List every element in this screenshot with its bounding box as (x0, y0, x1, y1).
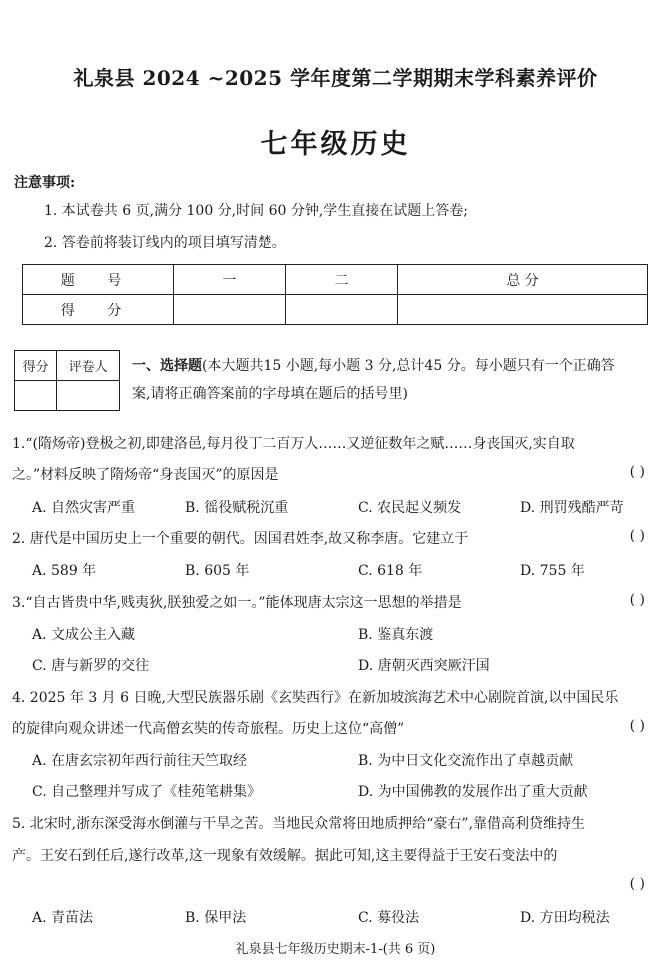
score-table-cell: 总 分 (398, 265, 648, 295)
option-a: A. 文成公主入藏 (32, 627, 136, 643)
question-text: 产。王安石到任后,遂行改革,这一现象有效缓解。据此可知,这主要得益于王安石变法中的 (12, 848, 558, 864)
grader-input-cell[interactable] (57, 381, 120, 411)
grader-header-cell: 评卷人 (57, 351, 120, 381)
option-c: C. 618 年 (358, 563, 423, 579)
option-b: B. 为中日文化交流作出了卓越贡献 (358, 753, 574, 769)
answer-bracket[interactable]: ( ) (629, 876, 645, 892)
option-b: B. 605 年 (185, 563, 250, 579)
option-d: D. 为中国佛教的发展作出了重大贡献 (358, 784, 588, 800)
option-c: C. 农民起义频发 (358, 500, 462, 516)
score-input-cell[interactable] (398, 295, 648, 325)
option-a: A. 自然灾害严重 (32, 500, 136, 516)
score-input-cell[interactable] (174, 295, 286, 325)
section-intro-line: 案,请将正确答案前的字母填在题后的括号里) (132, 386, 408, 402)
grader-table (14, 350, 120, 411)
section-intro (132, 352, 654, 408)
option-d: D. 755 年 (520, 563, 585, 579)
option-a: A. 青苗法 (32, 910, 94, 926)
option-b: B. 保甲法 (185, 910, 247, 926)
question-text: 之。”材料反映了隋炀帝“身丧国灭”的原因是 (12, 467, 279, 483)
question-text: 的旋律向观众讲述一代高僧玄奘的传奇旅程。历史上这位“高僧” (12, 721, 405, 737)
option-c: C. 唐与新罗的交往 (32, 658, 150, 674)
score-table-cell: 得 分 (23, 295, 174, 325)
exam-title: 礼泉县 2024 ~2025 学年度第二学期期末学科素养评价 (73, 66, 598, 90)
question-text: 4. 2025 年 3 月 6 日晚,大型民族器乐剧《玄奘西行》在新加坡滨海艺术中心剧院首演,以中国民乐 (12, 690, 619, 706)
score-table-cell: 一 (174, 265, 286, 295)
score-table-header-row (23, 265, 648, 295)
option-c: C. 自己整理并写成了《桂苑笔耕集》 (32, 784, 262, 800)
option-d: D. 唐朝灭西突厥汗国 (358, 658, 490, 674)
question-text: 5. 北宋时,浙东深受海水倒灌与干旱之苦。当地民众常将田地质押给“豪右”,靠借高利贷维持生 (12, 816, 586, 832)
answer-bracket[interactable]: ( ) (629, 528, 645, 544)
answer-bracket[interactable]: ( ) (629, 718, 645, 734)
grader-input-cell[interactable] (15, 381, 57, 411)
option-a: A. 589 年 (32, 563, 97, 579)
note-item: 2. 答卷前将装订线内的项目填写清楚。 (44, 235, 286, 251)
section-label: 一、选择题 (132, 358, 202, 374)
option-b: B. 鉴真东渡 (358, 627, 434, 643)
score-table-cell: 题 号 (23, 265, 174, 295)
subject-title: 七年级历史 (260, 129, 411, 160)
answer-bracket[interactable]: ( ) (629, 464, 645, 480)
option-d: D. 方田均税法 (520, 910, 610, 926)
note-item: 1. 本试卷共 6 页,满分 100 分,时间 60 分钟,学生直接在试题上答卷; (44, 203, 469, 219)
notes-heading: 注意事项: (14, 175, 76, 191)
option-c: C. 募役法 (358, 910, 420, 926)
score-table-cell: 二 (286, 265, 398, 295)
option-d: D. 刑罚残酷严苛 (520, 500, 624, 516)
question-text: 1.“(隋炀帝)登极之初,即建洛邑,每月役丁二百万人……又逆征数年之赋……身丧国灭,实自取 (12, 436, 575, 452)
grader-header-cell: 得分 (15, 351, 57, 381)
section-intro-line: (本大题共15 小题,每小题 3 分,总计45 分。每小题只有一个正确答 (202, 358, 615, 374)
score-table-score-row (23, 295, 648, 325)
score-input-cell[interactable] (286, 295, 398, 325)
option-b: B. 徭役赋税沉重 (185, 500, 289, 516)
answer-bracket[interactable]: ( ) (629, 592, 645, 608)
score-table (22, 264, 648, 325)
page-footer: 礼泉县七年级历史期末-1-(共 6 页) (235, 942, 436, 957)
question-text: 3.“自古皆贵中华,贱夷狄,朕独爱之如一。”能体现唐太宗这一思想的举措是 (12, 595, 462, 611)
question-text: 2. 唐代是中国历史上一个重要的朝代。因国君姓李,故又称李唐。它建立于 (12, 531, 469, 547)
option-a: A. 在唐玄宗初年西行前往天竺取经 (32, 753, 248, 769)
